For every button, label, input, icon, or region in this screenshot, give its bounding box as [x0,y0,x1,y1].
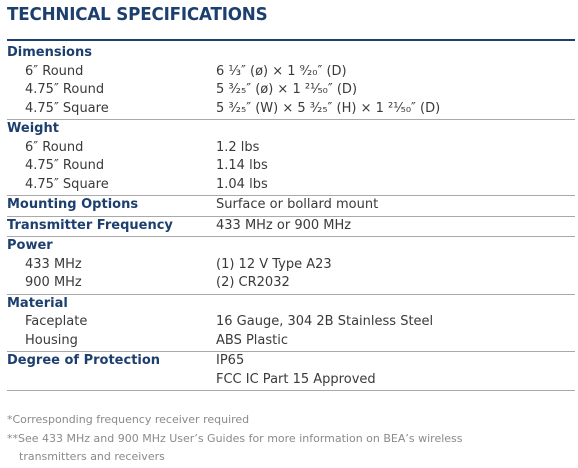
spec-heading-row [7,217,575,236]
spec-heading-row [7,44,575,63]
spec-row [7,157,575,176]
spec-heading: Mounting Options [7,197,139,212]
spec-heading: Transmitter Frequency [7,217,173,233]
spec-heading: Dimensions [7,45,92,60]
spec-section [7,44,575,120]
spec-row [7,371,575,390]
spec-heading-row [7,196,575,215]
spec-value: 1.2 lbs [216,139,260,155]
spec-label: 6″ Round [25,63,84,79]
spec-heading-row [7,237,575,256]
spec-row [7,139,575,158]
footnote-1: *Corresponding frequency receiver required [7,413,250,426]
spec-heading-row [7,295,575,314]
spec-section [7,196,575,217]
spec-row [7,313,575,332]
spec-label: Housing [25,332,78,348]
footnote-2-continued: transmitters and receivers [19,450,165,463]
spec-value: 1.14 lbs [216,158,268,173]
spec-section [7,352,575,391]
spec-value: 16 Gauge, 304 2B Stainless Steel [216,314,434,329]
spec-heading: Weight [7,121,59,136]
spec-row [7,176,575,195]
spec-value: (2) CR2032 [216,275,290,290]
spec-section [7,120,575,196]
spec-section [7,295,575,353]
spec-heading: Material [7,295,68,311]
spec-value: 5 ³⁄₂₅″ (W) × 5 ³⁄₂₅″ (H) × 1 ²¹⁄₅₀″ (D) [216,100,441,116]
spec-label: 4.75″ Round [25,82,105,97]
spec-heading-value: 433 MHz or 900 MHz [216,217,352,233]
spec-heading-row [7,120,575,139]
spec-value: 1.04 lbs [216,176,268,192]
spec-row [7,332,575,351]
spec-label [7,372,25,387]
spec-row [7,256,575,275]
spec-section [7,237,575,295]
title-divider [7,39,575,41]
spec-value: FCC IC Part 15 Approved [216,371,376,387]
spec-row [7,274,575,293]
spec-section [7,217,575,238]
spec-table [7,44,575,391]
spec-value: 6 ⅓″ (ø) × 1 ⁹⁄₂₀″ (D) [216,63,347,79]
spec-value: (1) 12 V Type A23 [216,256,332,272]
spec-label: 900 MHz [25,275,82,290]
page-title: TECHNICAL SPECIFICATIONS [7,4,268,25]
spec-label: 433 MHz [25,256,82,272]
spec-row [7,81,575,100]
spec-heading-value: Surface or bollard mount [216,197,379,212]
spec-label: 4.75″ Square [25,176,109,192]
footnote-2: **See 433 MHz and 900 MHz User’s Guides for more information on BEA’s wireless [7,431,463,445]
spec-row [7,100,575,119]
spec-heading: Degree of Protection [7,353,161,368]
spec-label: 4.75″ Round [25,158,105,173]
spec-label: 6″ Round [25,139,84,155]
spec-value: ABS Plastic [216,332,289,348]
spec-value: 5 ³⁄₂₅″ (ø) × 1 ²¹⁄₅₀″ (D) [216,82,358,97]
spec-label: 4.75″ Square [25,100,109,116]
spec-heading-value: IP65 [216,353,245,368]
spec-label: Faceplate [25,314,88,329]
spec-heading-row [7,352,575,371]
spec-row [7,63,575,82]
footnotes [7,411,575,467]
spec-heading: Power [7,238,53,253]
